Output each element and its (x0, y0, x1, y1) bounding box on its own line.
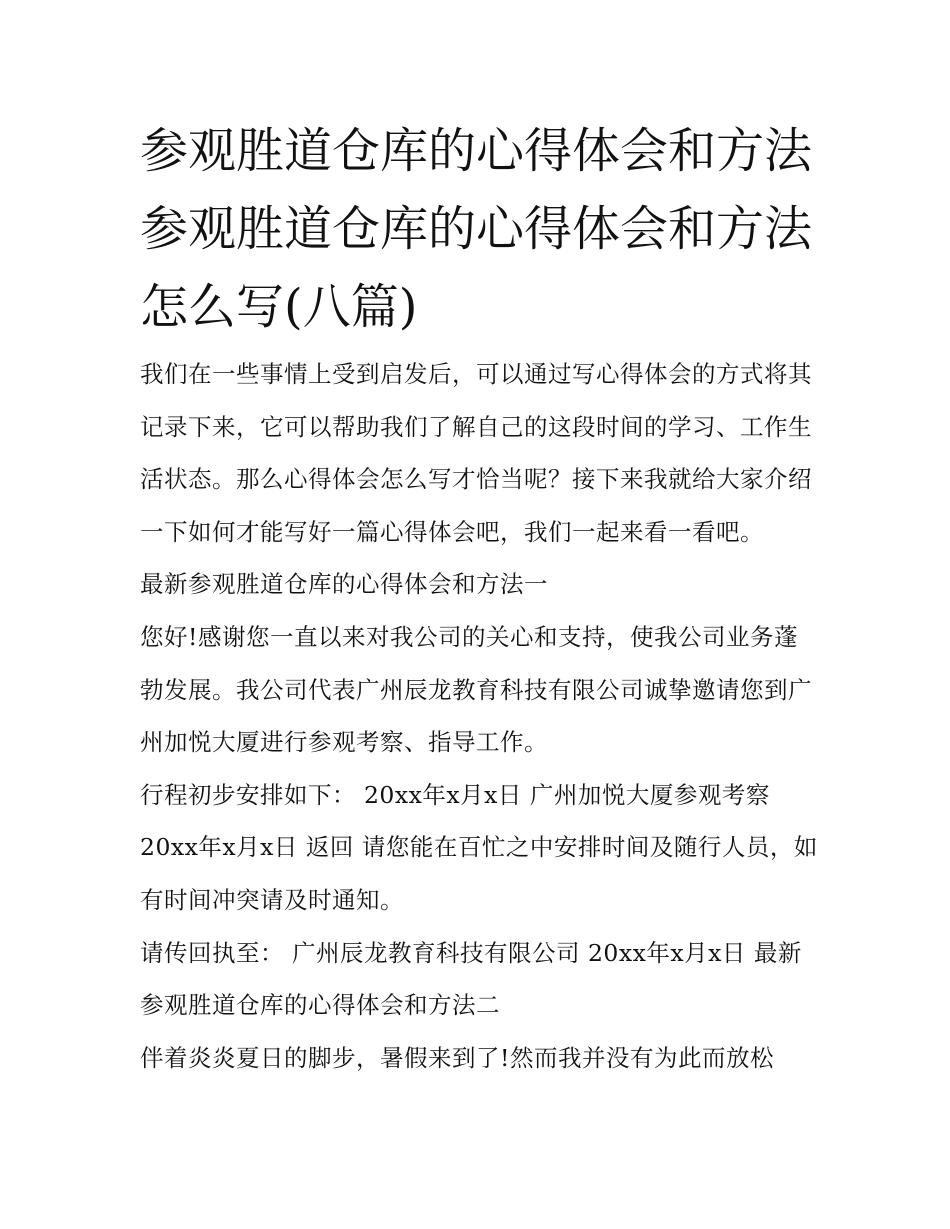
document-title: 参观胜道仓库的心得体会和方法 参观胜道仓库的心得体会和方法怎么写(八篇) (140, 123, 813, 335)
paragraph-schedule: 行程初步安排如下： 20xx年x月x日 广州加悦大厦参观考察 20xx年x月x日 返回 请您能在百忙之中安排时间及随行人员，如有时间冲突请及时通知。 (140, 780, 818, 914)
paragraph-invitation: 您好!感谢您一直以来对我公司的关心和支持，使我公司业务蓬勃发展。我公司代表广州辰龙教育科技有限公司诚挚邀请您到广州加悦大厦进行参观考察、指导工作。 (140, 622, 812, 757)
document-page (140, 112, 820, 1084)
paragraph-intro: 我们在一些事情上受到启发后，可以通过写心得体会的方式将其记录下来，它可以帮助我们了解自己的这段时间的学习、工作生活状态。那么心得体会怎么写才恰当呢？接下来我就给大家介绍一下如何才能写好一篇心得体会吧，我们一起来看一看吧。 (140, 360, 812, 546)
paragraph-reply: 请传回执至： 广州辰龙教育科技有限公司 20xx年x月x日 最新参观胜道仓库的心得体会和方法二 (140, 938, 802, 1020)
document-body (140, 348, 820, 1084)
section-heading-1: 最新参观胜道仓库的心得体会和方法一 (140, 570, 548, 599)
paragraph-summer: 伴着炎炎夏日的脚步，暑假来到了!然而我并没有为此而放松 (140, 1043, 774, 1072)
